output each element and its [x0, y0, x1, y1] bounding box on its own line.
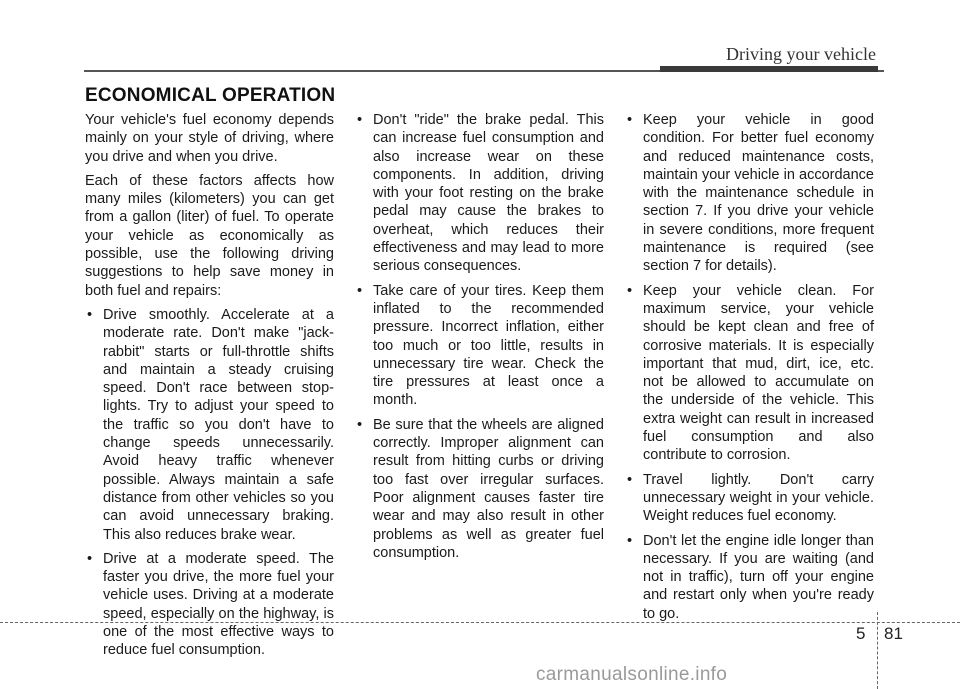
text-column-3 — [625, 111, 874, 629]
bullet-text: Don't let the engine idle longer than necessary. If you are waiting (and not in traffic), turn off your engine and restart only when you're ready to go. — [643, 532, 874, 622]
watermark-text: carmanualsonline.info — [536, 664, 728, 685]
header-title: Driving your vehicle — [726, 44, 876, 64]
bullet-text: Travel lightly. Don't carry unnecessary weight in your vehicle. Weight reduces fuel economy. — [643, 471, 874, 525]
page-number: 81 — [884, 624, 903, 643]
bullet-text: Take care of your tires. Keep them inflated to the recommended pressure. Incorrect inflation, either too much or too little, results in unnecessary tire wear. Check the tire pressures at least once a month. — [373, 282, 604, 409]
bullet-item — [625, 111, 874, 276]
page-section-number: 5 — [856, 624, 866, 643]
bullet-item — [625, 282, 874, 465]
bullet-item — [625, 532, 874, 623]
intro-paragraph: Your vehicle's fuel economy depends mainly on your style of driving, where you drive and when you drive. — [85, 112, 334, 165]
section-heading: ECONOMICAL OPERATION — [85, 85, 336, 106]
bullet-item — [355, 111, 604, 276]
bullet-text: Don't "ride" the brake pedal. This can increase fuel consumption and also increase wear on these components. In addition, driving with your foot resting on the brake pedal may cause the brakes to overheat, which reduces their effectiveness and may lead to more serious consequences. — [373, 112, 604, 275]
bullet-text: Keep your vehicle clean. For maximum service, your vehicle should be kept clean and free of corrosive materials. It is especially important that mud, dirt, ice, etc. not be allowed to accumulate on the underside of the vehicle. This extra weight can result in increased fuel consumption and also contribute to corrosion. — [643, 282, 874, 464]
bullet-item — [85, 550, 334, 660]
bullet-icon: • — [357, 282, 363, 299]
text-column-2 — [355, 111, 604, 568]
intro-paragraph: Each of these factors affects how many miles (kilometers) you can get from a gallon (liter) of fuel. To operate your vehicle as economically as possible, use the following driving suggestions to help save money in both fuel and repairs: — [85, 172, 334, 299]
bullet-text: Drive smoothly. Accelerate at a moderate rate. Don't make "jack-rabbit" starts or full-throttle shifts and maintain a steady cruising speed. Don't race between stop-lights. Try to adjust your speed to the traffic so you don't have to change speeds unnecessarily. Avoid heavy traffic whenever possible. Always maintain a safe distance from other vehicles so you can avoid unnecessary braking. This also reduces brake wear. — [103, 306, 334, 543]
bullet-icon: • — [627, 282, 633, 299]
header-rule-accent — [660, 66, 878, 72]
bullet-item — [355, 282, 604, 410]
bullet-icon: • — [627, 112, 633, 128]
bullet-text: Keep your vehicle in good condition. For better fuel economy and reduced maintenance costs, maintain your vehicle in accordance with the maintenance schedule in section 7. If you drive your vehicle in severe conditions, more frequent maintenance is required (see section 7 for details). — [643, 112, 874, 275]
text-column-1 — [85, 111, 334, 666]
bullet-item — [355, 416, 604, 562]
bullet-icon: • — [87, 306, 93, 323]
footer-divider — [0, 622, 960, 623]
bullet-item — [85, 306, 334, 544]
bullet-icon: • — [357, 112, 363, 128]
bullet-icon: • — [87, 550, 93, 567]
bullet-icon: • — [627, 532, 633, 549]
bullet-icon: • — [627, 471, 633, 488]
bullet-icon: • — [357, 416, 363, 433]
footer-page-separator — [877, 612, 878, 689]
bullet-text: Drive at a moderate speed. The faster you drive, the more fuel your vehicle uses. Driving at a moderate speed, especially on the highway, is one of the most effective ways to reduce fuel consumption. — [103, 550, 334, 659]
bullet-text: Be sure that the wheels are aligned correctly. Improper alignment can result from hitting curbs or driving too fast over irregular surfaces. Poor alignment causes faster tire wear and may also result in other problems as well as greater fuel consumption. — [373, 416, 604, 561]
bullet-item — [625, 471, 874, 526]
